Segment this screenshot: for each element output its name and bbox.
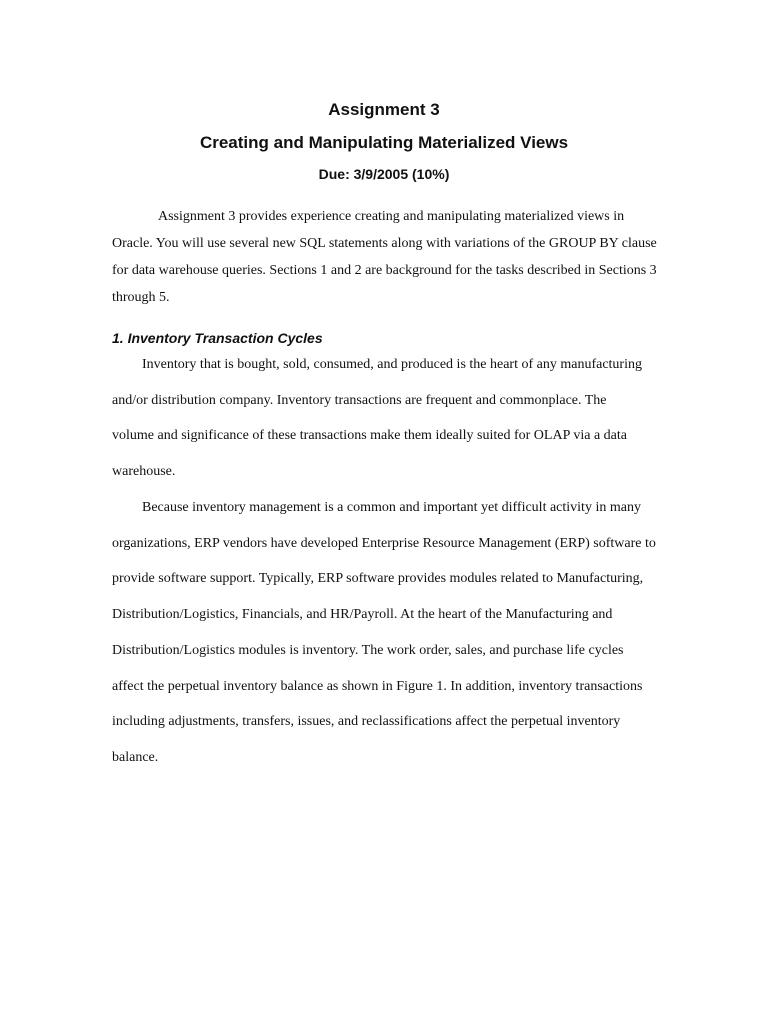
- text-line: volume and significance of these transactions make them ideally suited for OLAP via a data: [112, 428, 627, 443]
- document-title: Assignment 3: [328, 100, 440, 119]
- document-subtitle: Creating and Manipulating Materialized Views: [199, 133, 569, 152]
- text-line: warehouse.: [112, 464, 176, 479]
- text-line: organizations, ERP vendors have developed Enterprise Resource Management (ERP) software to: [112, 536, 656, 551]
- text-line: Oracle. You will use several new SQL statements along with variations of the GROUP BY clause: [112, 236, 657, 251]
- text-line: and/or distribution company. Inventory transactions are frequent and commonplace. The: [112, 393, 607, 408]
- section-heading: 1. Inventory Transaction Cycles: [112, 330, 323, 346]
- text-line: Distribution/Logistics, Financials, and HR/Payroll. At the heart of the Manufacturing and: [112, 607, 613, 622]
- text-line: for data warehouse queries. Sections 1 and 2 are background for the tasks described in Sections 3: [112, 263, 657, 278]
- text-line: including adjustments, transfers, issues, and reclassifications affect the perpetual inventory: [112, 714, 621, 729]
- text-line: Inventory that is bought, sold, consumed, and produced is the heart of any manufacturing: [142, 357, 642, 372]
- text-line: affect the perpetual inventory balance as shown in Figure 1. In addition, inventory transactions: [112, 679, 643, 694]
- text-line: balance.: [112, 750, 159, 765]
- text-line: through 5.: [112, 290, 170, 305]
- text-line: Assignment 3 provides experience creating and manipulating materialized views in: [158, 209, 625, 224]
- text-line: provide software support. Typically, ERP software provides modules related to Manufacturing,: [112, 571, 644, 586]
- text-line: Because inventory management is a common and important yet difficult activity in many: [142, 500, 641, 515]
- text-line: Distribution/Logistics modules is inventory. The work order, sales, and purchase life cycles: [112, 643, 624, 658]
- due-date: Due: 3/9/2005 (10%): [318, 166, 450, 182]
